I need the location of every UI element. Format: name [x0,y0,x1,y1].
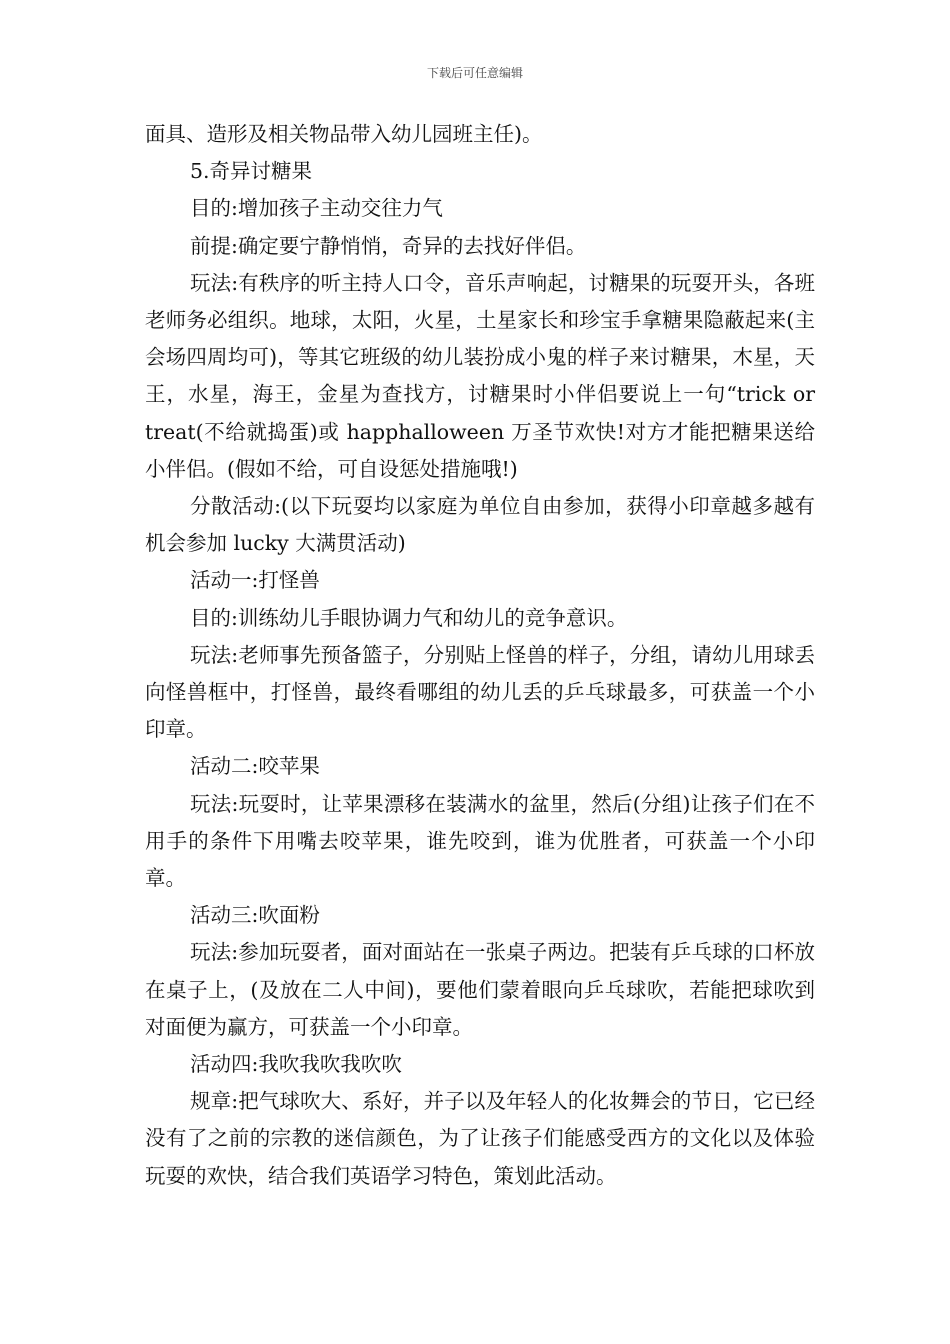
section-heading: 活动四:我吹我吹我吹吹 [190,1052,402,1077]
paragraph: 玩法:有秩序的听主持人口令，音乐声响起，讨糖果的玩耍开头，各班老师务必组织。地球，太阳，火星，土星家长和珍宝手拿糖果隐蔽起来(主会场四周均可)，等其它班级的幼儿装扮成小鬼的样子来讨糖果，木星，天王，水星，海王，金星为查找方，讨糖果时小伴侣要说上一句“trick or treat(不给就捣蛋)或 happhalloween 万圣节欢快!对方才能把糖果送给小伴侣。(假如不给，可自设惩处措施哦!) [145,270,815,481]
section-heading: 活动一:打怪兽 [190,568,320,593]
paragraph: 目的:训练幼儿手眼协调力气和幼儿的竞争意识。 [190,605,628,630]
paragraph: 玩法:玩耍时，让苹果漂移在装满水的盆里，然后(分组)让孩子们在不用手的条件下用嘴去咬苹果，谁先咬到，谁为优胜者，可获盖一个小印章。 [145,791,815,891]
page-header: 下载后可任意编辑 [426,66,523,80]
section-heading: 活动二:咬苹果 [190,754,320,779]
section-heading: 活动三:吹面粉 [190,903,320,928]
paragraph: 规章:把气球吹大、系好，并子以及年轻人的化妆舞会的节日，它已经没有了之前的宗教的迷信颜色，为了让孩子们能感受西方的文化以及体验玩耍的欢快，结合我们英语学习特色，策划此活动。 [145,1089,815,1188]
paragraph: 玩法:老师事先预备篮子，分别贴上怪兽的样子，分组，请幼儿用球丢向怪兽框中，打怪兽，最终看哪组的幼儿丢的乒乓球最多，可获盖一个小印章。 [145,642,815,742]
paragraph: 前提:确定要宁静悄悄，奇异的去找好伴侣。 [190,233,587,258]
section-heading: 5.奇异讨糖果 [190,159,313,184]
document-body [145,116,815,1195]
paragraph: 玩法:参加玩耍者，面对面站在一张桌子两边。把装有乒乓球的口杯放在桌子上，(及放在二人中间)，要他们蒙着眼向乒乓球吹，若能把球吹到对面便为赢方，可获盖一个小印章。 [145,940,815,1039]
paragraph: 面具、造形及相关物品带入幼儿园班主任)。 [145,122,543,146]
paragraph: 分散活动:(以下玩耍均以家庭为单位自由参加，获得小印章越多越有机会参加 lucky 大满贯活动) [145,494,815,556]
paragraph: 目的:增加孩子主动交往力气 [190,196,443,221]
